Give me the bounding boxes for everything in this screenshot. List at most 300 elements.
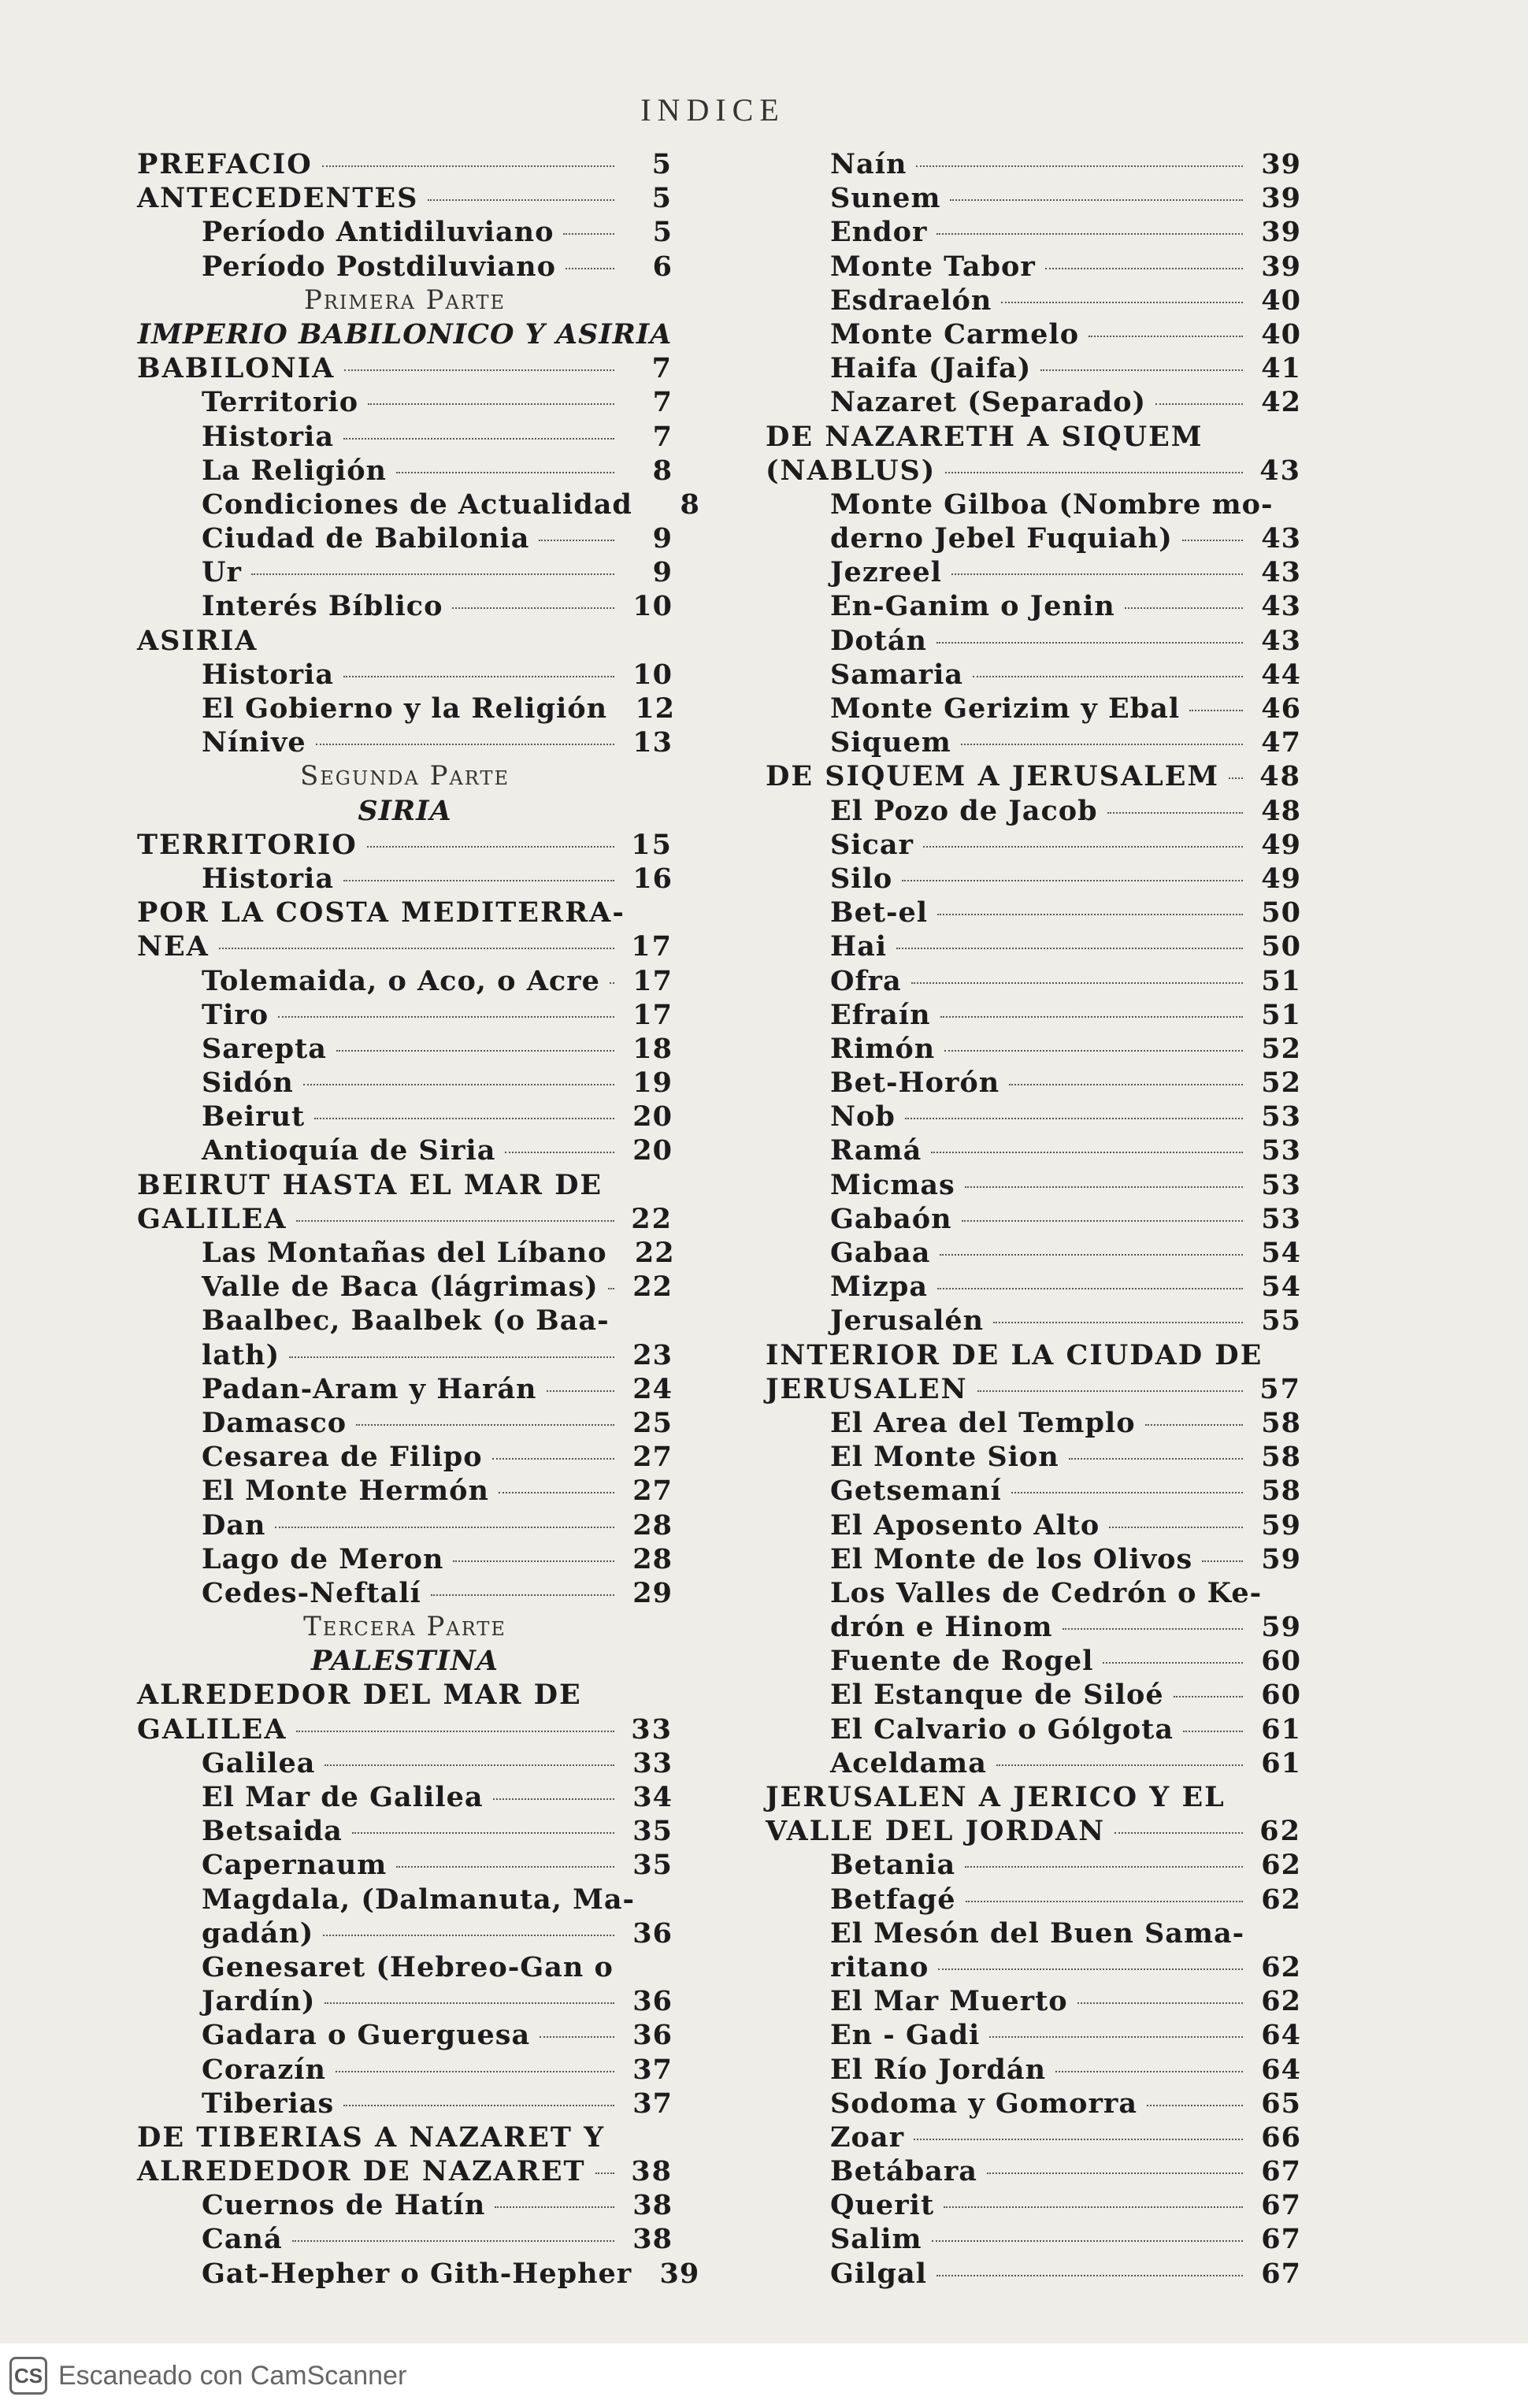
entry-label: Baalbec, Baalbek (o Baa- bbox=[202, 1304, 610, 1338]
entry-page-number: 38 bbox=[632, 2223, 673, 2256]
index-subentry bbox=[137, 386, 673, 420]
dot-leader bbox=[336, 2071, 614, 2072]
part-heading-label: Segunda Parte bbox=[300, 760, 510, 792]
entry-page-number: 25 bbox=[632, 1406, 673, 1439]
entry-label: Betábara bbox=[830, 2155, 977, 2188]
entry-label: El Mar de Galilea bbox=[202, 1781, 484, 1813]
dot-leader bbox=[1109, 1527, 1243, 1528]
dot-leader bbox=[296, 1731, 614, 1732]
entry-label: El Area del Templo bbox=[830, 1406, 1136, 1439]
index-subentry bbox=[766, 352, 1301, 386]
dot-leader bbox=[1229, 777, 1243, 779]
entry-page-number: 6 bbox=[652, 250, 673, 283]
dot-leader bbox=[344, 369, 614, 371]
entry-page-number: 28 bbox=[632, 1542, 673, 1575]
entry-page-number: 9 bbox=[652, 556, 673, 589]
index-subentry bbox=[137, 863, 673, 896]
part-title-label: IMPERIO BABILONICO Y ASIRIA bbox=[137, 317, 673, 351]
dot-leader bbox=[1089, 336, 1243, 337]
dot-leader bbox=[343, 880, 614, 881]
index-subentry bbox=[766, 930, 1301, 964]
index-heading-entry bbox=[137, 829, 673, 863]
entry-label: Nob bbox=[830, 1100, 896, 1134]
index-heading-entry bbox=[766, 1781, 1301, 1815]
entry-page-number: 7 bbox=[652, 386, 673, 419]
entry-label: Dotán bbox=[830, 624, 927, 657]
index-heading-entry bbox=[137, 182, 673, 216]
entry-page-number: 60 bbox=[1261, 1645, 1301, 1678]
entry-page-number: 5 bbox=[651, 182, 673, 215]
entry-page-number: 62 bbox=[1261, 1883, 1301, 1916]
entry-page-number: 43 bbox=[1261, 624, 1301, 657]
dot-leader bbox=[563, 233, 614, 235]
index-subentry bbox=[766, 1067, 1301, 1100]
entry-page-number: 19 bbox=[632, 1067, 673, 1100]
dot-leader bbox=[1063, 1628, 1243, 1630]
entry-label: Monte Gerizim y Ebal bbox=[830, 692, 1181, 725]
entry-label: gadán) bbox=[202, 1916, 314, 1950]
entry-page-number: 37 bbox=[632, 2087, 673, 2120]
entry-label: Gilgal bbox=[830, 2257, 927, 2290]
index-heading-entry bbox=[137, 2155, 673, 2189]
entry-page-number: 36 bbox=[632, 1916, 673, 1950]
index-subentry bbox=[766, 522, 1301, 556]
dot-leader bbox=[1145, 1424, 1243, 1426]
entry-page-number: 62 bbox=[1261, 1985, 1301, 2018]
entry-label: Antioquía de Siria bbox=[202, 1134, 496, 1167]
entry-page-number: 22 bbox=[632, 1271, 673, 1304]
dot-leader bbox=[944, 2206, 1243, 2208]
dot-leader bbox=[993, 1322, 1243, 1323]
entry-page-number: 20 bbox=[632, 1134, 673, 1167]
index-subentry bbox=[766, 1713, 1301, 1747]
index-subentry bbox=[766, 556, 1301, 590]
index-heading-entry bbox=[766, 1339, 1301, 1373]
index-subentry bbox=[137, 999, 673, 1033]
index-subentry bbox=[766, 1543, 1301, 1577]
index-subentry bbox=[766, 1407, 1301, 1441]
entry-page-number: 41 bbox=[1261, 352, 1301, 385]
entry-page-number: 58 bbox=[1261, 1406, 1301, 1439]
entry-page-number: 8 bbox=[680, 488, 700, 521]
entry-label: DE TIBERIAS A NAZARET Y bbox=[137, 2120, 606, 2154]
index-subentry bbox=[137, 590, 673, 624]
entry-page-number: 58 bbox=[1261, 1475, 1301, 1508]
dot-leader bbox=[323, 1935, 614, 1936]
entry-label: Bet-el bbox=[830, 896, 929, 929]
entry-page-number: 54 bbox=[1261, 1237, 1301, 1269]
entry-label: Capernaum bbox=[202, 1849, 388, 1882]
entry-page-number: 67 bbox=[1261, 2155, 1301, 2188]
index-subentry bbox=[766, 2189, 1301, 2223]
dot-leader bbox=[322, 165, 614, 167]
dot-leader bbox=[996, 1764, 1243, 1766]
dot-leader bbox=[336, 1050, 614, 1052]
entry-label: Tiro bbox=[202, 998, 269, 1031]
index-subentry bbox=[137, 2223, 673, 2257]
entry-page-number: 37 bbox=[632, 2053, 673, 2086]
entry-page-number: 43 bbox=[1261, 522, 1301, 555]
entry-label: INTERIOR DE LA CIUDAD DE bbox=[766, 1338, 1263, 1371]
entry-label: Jardín) bbox=[202, 1985, 316, 2018]
dot-leader bbox=[595, 2172, 614, 2174]
entry-label: Gabaón bbox=[830, 1202, 952, 1235]
entry-label: ALREDEDOR DE NAZARET bbox=[137, 2155, 586, 2188]
index-heading-entry bbox=[766, 455, 1301, 488]
entry-page-number: 67 bbox=[1261, 2189, 1301, 2222]
part-title bbox=[137, 1645, 673, 1679]
dot-leader bbox=[1045, 268, 1243, 269]
part-heading bbox=[137, 1611, 673, 1645]
entry-label: Valle de Baca (lágrimas) bbox=[202, 1271, 599, 1304]
entry-page-number: 17 bbox=[632, 998, 673, 1031]
entry-label: Historia bbox=[202, 862, 334, 895]
entry-label: En - Gadi bbox=[830, 2019, 981, 2052]
dot-leader bbox=[965, 1866, 1243, 1868]
index-subentry bbox=[137, 1271, 673, 1304]
entry-page-number: 52 bbox=[1261, 1067, 1301, 1100]
entry-label: Naín bbox=[830, 148, 907, 180]
entry-label: El Gobierno y la Religión bbox=[202, 692, 608, 725]
entry-page-number: 9 bbox=[652, 522, 673, 555]
index-subentry bbox=[137, 2019, 673, 2053]
index-subentry bbox=[137, 1883, 673, 1917]
entry-page-number: 16 bbox=[632, 862, 673, 895]
index-subentry bbox=[137, 1509, 673, 1543]
dot-leader bbox=[914, 2139, 1243, 2140]
index-subentry bbox=[137, 1917, 673, 1951]
index-subentry bbox=[137, 1339, 673, 1373]
index-subentry bbox=[137, 556, 673, 590]
dot-leader bbox=[937, 1288, 1243, 1289]
index-subentry bbox=[766, 2155, 1301, 2189]
entry-page-number: 5 bbox=[652, 216, 673, 249]
entry-label: Tiberias bbox=[202, 2087, 335, 2120]
entry-label: lath) bbox=[202, 1338, 280, 1371]
entry-page-number: 43 bbox=[1259, 454, 1301, 487]
entry-label: El Monte de los Olivos bbox=[830, 1542, 1193, 1575]
entry-label: Monte Tabor bbox=[830, 250, 1036, 283]
index-heading-entry bbox=[766, 421, 1301, 455]
entry-page-number: 49 bbox=[1261, 828, 1301, 861]
entry-label: Gabaa bbox=[830, 1237, 931, 1269]
entry-label: GALILEA bbox=[137, 1712, 287, 1746]
entry-page-number: 39 bbox=[1261, 182, 1301, 215]
entry-page-number: 40 bbox=[1261, 317, 1301, 351]
index-subentry bbox=[766, 1883, 1301, 1917]
index-subentry bbox=[137, 1407, 673, 1441]
entry-page-number: 34 bbox=[632, 1781, 673, 1813]
index-subentry bbox=[137, 1237, 673, 1271]
index-heading-entry bbox=[137, 352, 673, 386]
dot-leader bbox=[495, 2206, 614, 2208]
entry-label: Dan bbox=[202, 1508, 266, 1542]
index-subentry bbox=[766, 1747, 1301, 1781]
dot-leader bbox=[965, 1186, 1243, 1188]
entry-page-number: 33 bbox=[631, 1712, 673, 1746]
dot-leader bbox=[303, 1084, 614, 1085]
index-heading-entry bbox=[137, 2121, 673, 2155]
dot-leader bbox=[275, 1527, 614, 1528]
dot-leader bbox=[343, 2105, 614, 2106]
entry-page-number: 8 bbox=[652, 454, 673, 487]
index-subentry bbox=[766, 1441, 1301, 1475]
entry-label: Gat-Hepher o Gith-Hepher bbox=[202, 2257, 632, 2290]
entry-label: DE NAZARETH A SIQUEM bbox=[766, 420, 1203, 453]
entry-label: Ur bbox=[202, 556, 242, 589]
index-subentry bbox=[137, 1100, 673, 1134]
index-subentry bbox=[766, 2258, 1301, 2291]
entry-label: Corazín bbox=[202, 2053, 326, 2086]
dot-leader bbox=[951, 573, 1243, 575]
dot-leader bbox=[343, 676, 614, 677]
entry-page-number: 53 bbox=[1261, 1168, 1301, 1201]
entry-label: Condiciones de Actualidad bbox=[202, 488, 632, 521]
entry-label: Hai bbox=[830, 930, 888, 963]
entry-label: DE SIQUEM A JERUSALEM bbox=[766, 760, 1220, 793]
index-subentry bbox=[137, 1475, 673, 1508]
entry-label: Aceldama bbox=[830, 1746, 987, 1779]
part-title-label: SIRIA bbox=[358, 794, 452, 827]
dot-leader bbox=[1001, 302, 1243, 303]
dot-leader bbox=[931, 1152, 1243, 1153]
entry-label: POR LA COSTA MEDITERRA- bbox=[137, 896, 625, 929]
dot-leader bbox=[1114, 1832, 1243, 1834]
entry-label: Getsemaní bbox=[830, 1475, 1002, 1508]
dot-leader bbox=[608, 1288, 614, 1289]
entry-page-number: 33 bbox=[632, 1746, 673, 1779]
index-subentry bbox=[137, 2257, 700, 2291]
entry-label: Fuente de Rogel bbox=[830, 1645, 1094, 1678]
entry-label: Gadara o Guerguesa bbox=[202, 2019, 531, 2052]
index-heading-entry bbox=[137, 1203, 673, 1237]
dot-leader bbox=[1009, 1084, 1243, 1085]
dot-leader bbox=[1183, 1731, 1243, 1732]
entry-page-number: 27 bbox=[632, 1475, 673, 1508]
entry-page-number: 12 bbox=[635, 692, 676, 725]
entry-page-number: 57 bbox=[1259, 1372, 1301, 1405]
entry-label: Territorio bbox=[202, 386, 359, 419]
entry-page-number: 59 bbox=[1261, 1542, 1301, 1575]
entry-label: Galilea bbox=[202, 1746, 316, 1779]
index-column-left bbox=[137, 148, 700, 2291]
part-heading bbox=[137, 284, 673, 318]
dot-leader bbox=[940, 1254, 1243, 1256]
index-subentry bbox=[766, 1134, 1301, 1168]
entry-page-number: 18 bbox=[632, 1032, 673, 1065]
entry-label: Ramá bbox=[830, 1134, 922, 1167]
entry-label: Historia bbox=[202, 420, 334, 453]
entry-page-number: 44 bbox=[1261, 658, 1301, 691]
entry-page-number: 65 bbox=[1261, 2087, 1301, 2120]
entry-label: Nazaret (Separado) bbox=[830, 386, 1147, 419]
entry-page-number: 22 bbox=[631, 1202, 673, 1235]
entry-label: Beirut bbox=[202, 1100, 306, 1134]
index-subentry bbox=[137, 421, 673, 455]
dot-leader bbox=[973, 676, 1243, 677]
entry-page-number: 27 bbox=[632, 1441, 673, 1474]
entry-label: Rimón bbox=[830, 1032, 936, 1065]
dot-leader bbox=[962, 1220, 1243, 1222]
part-title bbox=[137, 318, 673, 352]
index-heading-entry bbox=[137, 625, 673, 659]
entry-label: Tolemaida, o Aco, o Acre bbox=[202, 964, 600, 997]
index-heading-entry bbox=[137, 896, 673, 930]
index-subentry bbox=[766, 2223, 1301, 2257]
index-subentry bbox=[137, 250, 673, 284]
index-subentry bbox=[137, 1304, 673, 1338]
entry-label: Betsaida bbox=[202, 1815, 343, 1848]
index-heading-entry bbox=[766, 1373, 1301, 1407]
entry-label: Siquem bbox=[830, 726, 951, 759]
entry-page-number: 38 bbox=[631, 2155, 673, 2188]
entry-label: TERRITORIO bbox=[137, 828, 358, 861]
index-subentry bbox=[766, 488, 1301, 522]
entry-page-number: 7 bbox=[651, 352, 673, 385]
entry-label: Jerusalén bbox=[830, 1304, 985, 1338]
index-subentry bbox=[766, 1611, 1301, 1645]
index-subentry bbox=[137, 2189, 673, 2223]
index-subentry bbox=[766, 726, 1301, 760]
index-subentry bbox=[766, 1475, 1301, 1508]
dot-leader bbox=[937, 914, 1243, 915]
entry-page-number: 67 bbox=[1261, 2223, 1301, 2256]
page-title: INDICE bbox=[640, 92, 785, 128]
entry-label: Betania bbox=[830, 1849, 956, 1882]
entry-page-number: 48 bbox=[1259, 760, 1301, 793]
entry-label: BEIRUT HASTA EL MAR DE bbox=[137, 1168, 603, 1201]
dot-leader bbox=[610, 982, 614, 984]
part-title-label: PALESTINA bbox=[310, 1645, 499, 1678]
dot-leader bbox=[936, 2275, 1243, 2276]
dot-leader bbox=[278, 1016, 614, 1018]
entry-page-number: 50 bbox=[1261, 930, 1301, 963]
dot-leader bbox=[367, 846, 614, 848]
index-subentry bbox=[766, 1849, 1301, 1883]
dot-leader bbox=[989, 2036, 1243, 2038]
entry-label: Interés Bíblico bbox=[202, 590, 443, 623]
dot-leader bbox=[251, 573, 614, 575]
dot-leader bbox=[902, 880, 1243, 881]
entry-page-number: 38 bbox=[632, 2189, 673, 2222]
entry-page-number: 54 bbox=[1261, 1271, 1301, 1304]
index-subentry bbox=[137, 488, 700, 522]
dot-leader bbox=[219, 948, 614, 949]
entry-label: Ciudad de Babilonia bbox=[202, 522, 530, 555]
entry-page-number: 48 bbox=[1261, 794, 1301, 827]
entry-label: Cuernos de Hatín bbox=[202, 2189, 486, 2222]
index-subentry bbox=[766, 318, 1301, 352]
entry-label: Mizpa bbox=[830, 1271, 929, 1304]
entry-page-number: 64 bbox=[1261, 2053, 1301, 2086]
entry-label: Sunem bbox=[830, 182, 941, 215]
entry-label: Esdraelón bbox=[830, 284, 992, 317]
entry-label: VALLE DEL JORDAN bbox=[766, 1815, 1106, 1848]
entry-page-number: 52 bbox=[1261, 1032, 1301, 1065]
dot-leader bbox=[492, 1458, 614, 1460]
entry-label: Samaria bbox=[830, 658, 964, 691]
entry-label: Las Montañas del Líbano bbox=[202, 1237, 607, 1269]
entry-page-number: 35 bbox=[632, 1815, 673, 1848]
entry-label: ALREDEDOR DEL MAR DE bbox=[137, 1679, 582, 1712]
index-subentry bbox=[766, 148, 1301, 182]
entry-label: El Mar Muerto bbox=[830, 1985, 1068, 2018]
dot-leader bbox=[945, 472, 1243, 473]
dot-leader bbox=[1055, 2071, 1243, 2072]
index-subentry bbox=[766, 1509, 1301, 1543]
dot-leader bbox=[431, 1594, 614, 1596]
part-heading-label: Tercera Parte bbox=[303, 1611, 506, 1643]
entry-label: El Calvario o Gólgota bbox=[830, 1712, 1174, 1746]
entry-label: Historia bbox=[202, 658, 334, 691]
dot-leader bbox=[453, 1560, 614, 1562]
index-subentry bbox=[766, 182, 1301, 216]
part-title bbox=[137, 795, 673, 829]
index-heading-entry bbox=[137, 148, 673, 182]
entry-page-number: 43 bbox=[1261, 556, 1301, 589]
dot-leader bbox=[289, 1356, 614, 1358]
entry-label: PREFACIO bbox=[137, 148, 313, 180]
entry-label: Período Antidiluviano bbox=[202, 216, 554, 249]
entry-label: Zoar bbox=[830, 2120, 905, 2154]
entry-label: Monte Gilboa (Nombre mo- bbox=[830, 488, 1274, 521]
dot-leader bbox=[940, 1016, 1243, 1018]
index-subentry bbox=[137, 726, 673, 760]
dot-leader bbox=[911, 982, 1243, 984]
entry-page-number: 23 bbox=[632, 1338, 673, 1371]
dot-leader bbox=[905, 1118, 1243, 1119]
entry-page-number: 51 bbox=[1261, 964, 1301, 997]
entry-label: NEA bbox=[137, 930, 210, 963]
index-column-right bbox=[766, 148, 1301, 2291]
entry-page-number: 59 bbox=[1261, 1508, 1301, 1542]
dot-leader bbox=[499, 1492, 614, 1493]
entry-label: ANTECEDENTES bbox=[137, 182, 419, 215]
index-subentry bbox=[137, 1067, 673, 1100]
index-subentry bbox=[137, 1441, 673, 1475]
index-heading-entry bbox=[766, 760, 1301, 794]
part-heading bbox=[137, 760, 673, 794]
entry-label: Lago de Meron bbox=[202, 1542, 444, 1575]
entry-page-number: 61 bbox=[1261, 1746, 1301, 1779]
dot-leader bbox=[296, 1220, 614, 1222]
entry-label: ritano bbox=[830, 1950, 929, 1983]
entry-label: Monte Carmelo bbox=[830, 317, 1080, 351]
dot-leader bbox=[1182, 540, 1243, 541]
entry-label: Padan-Aram y Harán bbox=[202, 1372, 537, 1405]
entry-page-number: 22 bbox=[634, 1237, 675, 1269]
entry-page-number: 35 bbox=[632, 1849, 673, 1882]
entry-page-number: 36 bbox=[632, 2019, 673, 2052]
index-subentry bbox=[137, 965, 673, 999]
entry-label: Cesarea de Filipo bbox=[202, 1441, 483, 1474]
entry-label: Sidón bbox=[202, 1067, 294, 1100]
index-subentry bbox=[137, 1033, 673, 1067]
index-subentry bbox=[137, 2054, 673, 2087]
entry-page-number: 13 bbox=[632, 726, 673, 759]
index-subentry bbox=[766, 1237, 1301, 1271]
index-heading-entry bbox=[137, 1679, 673, 1712]
dot-leader bbox=[936, 642, 1243, 644]
entry-label: Caná bbox=[202, 2223, 283, 2256]
dot-leader bbox=[540, 2036, 614, 2038]
index-subentry bbox=[137, 1577, 673, 1611]
entry-page-number: 43 bbox=[1261, 590, 1301, 623]
entry-label: Genesaret (Hebreo-Gan o bbox=[202, 1950, 614, 1983]
dot-leader bbox=[292, 2240, 614, 2242]
entry-page-number: 40 bbox=[1261, 284, 1301, 317]
dot-leader bbox=[987, 2172, 1243, 2174]
